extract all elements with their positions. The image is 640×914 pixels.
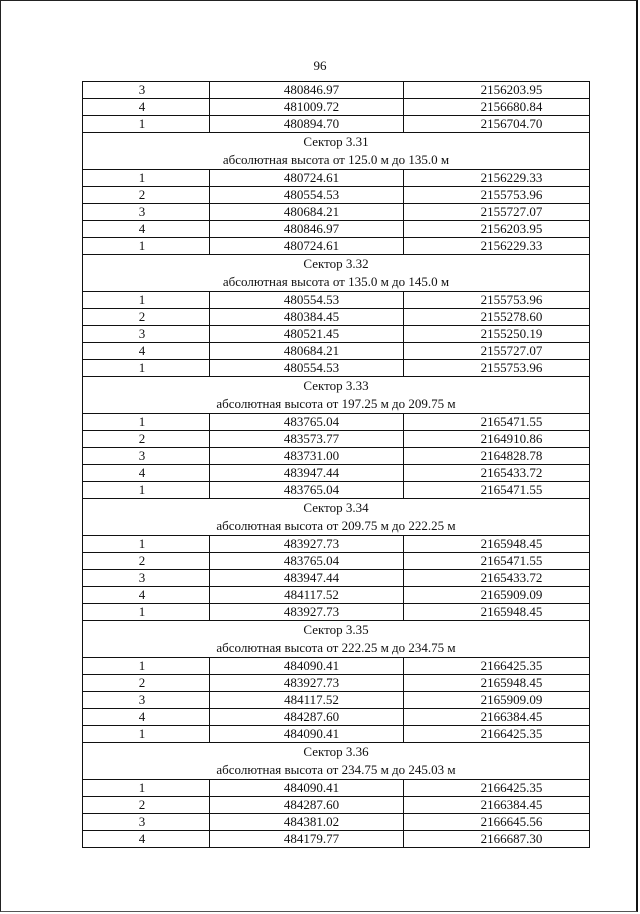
sector-title: Сектор 3.32 [83,255,590,274]
y-coordinate-cell: 2156203.95 [404,82,590,99]
sector-altitude-row [83,395,590,414]
x-coordinate-cell: 480554.53 [210,292,404,309]
y-coordinate-cell: 2166425.35 [404,726,590,743]
x-coordinate-cell: 481009.72 [210,99,404,116]
table-row [83,814,590,831]
x-coordinate-cell: 484117.52 [210,692,404,709]
x-coordinate-cell: 483765.04 [210,553,404,570]
point-number-cell: 4 [83,831,210,848]
sector-header-row [83,621,590,640]
y-coordinate-cell: 2165948.45 [404,604,590,621]
x-coordinate-cell: 483731.00 [210,448,404,465]
x-coordinate-cell: 484090.41 [210,726,404,743]
coordinates-table-body [83,82,590,848]
point-number-cell: 3 [83,204,210,221]
point-number-cell: 3 [83,448,210,465]
y-coordinate-cell: 2165471.55 [404,482,590,499]
point-number-cell: 1 [83,658,210,675]
y-coordinate-cell: 2166384.45 [404,797,590,814]
y-coordinate-cell: 2155753.96 [404,187,590,204]
x-coordinate-cell: 480521.45 [210,326,404,343]
y-coordinate-cell: 2166645.56 [404,814,590,831]
table-row [83,604,590,621]
point-number-cell: 2 [83,553,210,570]
point-number-cell: 4 [83,99,210,116]
y-coordinate-cell: 2156229.33 [404,238,590,255]
y-coordinate-cell: 2156704.70 [404,116,590,133]
sector-altitude-row [83,151,590,170]
sector-title: Сектор 3.31 [83,133,590,152]
sector-altitude: абсолютная высота от 197.25 м до 209.75 м [83,395,590,414]
table-row [83,204,590,221]
point-number-cell: 1 [83,292,210,309]
table-row [83,553,590,570]
x-coordinate-cell: 480724.61 [210,238,404,255]
table-row [83,82,590,99]
point-number-cell: 2 [83,187,210,204]
point-number-cell: 1 [83,170,210,187]
point-number-cell: 3 [83,326,210,343]
point-number-cell: 4 [83,221,210,238]
y-coordinate-cell: 2155727.07 [404,343,590,360]
sector-altitude: абсолютная высота от 209.75 м до 222.25 м [83,517,590,536]
x-coordinate-cell: 480684.21 [210,343,404,360]
table-row [83,309,590,326]
x-coordinate-cell: 483927.73 [210,536,404,553]
sector-title: Сектор 3.34 [83,499,590,518]
x-coordinate-cell: 484179.77 [210,831,404,848]
table-row [83,536,590,553]
point-number-cell: 3 [83,570,210,587]
y-coordinate-cell: 2165948.45 [404,536,590,553]
x-coordinate-cell: 483947.44 [210,465,404,482]
sector-title: Сектор 3.35 [83,621,590,640]
y-coordinate-cell: 2165471.55 [404,414,590,431]
x-coordinate-cell: 484381.02 [210,814,404,831]
table-row [83,570,590,587]
sector-altitude-row [83,761,590,780]
sector-header-row [83,133,590,152]
y-coordinate-cell: 2156680.84 [404,99,590,116]
y-coordinate-cell: 2165909.09 [404,587,590,604]
point-number-cell: 1 [83,116,210,133]
sector-altitude-row [83,273,590,292]
y-coordinate-cell: 2165948.45 [404,675,590,692]
page-number: 96 [313,58,327,73]
table-row [83,692,590,709]
y-coordinate-cell: 2156229.33 [404,170,590,187]
y-coordinate-cell: 2155753.96 [404,360,590,377]
x-coordinate-cell: 483927.73 [210,675,404,692]
point-number-cell: 1 [83,360,210,377]
table-row [83,482,590,499]
point-number-cell: 1 [83,238,210,255]
sector-header-row [83,743,590,762]
point-number-cell: 2 [83,431,210,448]
table-row [83,360,590,377]
x-coordinate-cell: 480384.45 [210,309,404,326]
y-coordinate-cell: 2155753.96 [404,292,590,309]
sector-altitude: абсолютная высота от 135.0 м до 145.0 м [83,273,590,292]
sector-title: Сектор 3.33 [83,377,590,396]
y-coordinate-cell: 2166687.30 [404,831,590,848]
x-coordinate-cell: 480846.97 [210,221,404,238]
point-number-cell: 1 [83,536,210,553]
x-coordinate-cell: 480894.70 [210,116,404,133]
table-row [83,675,590,692]
sector-altitude-row [83,517,590,536]
table-row [83,587,590,604]
table-row [83,797,590,814]
y-coordinate-cell: 2166425.35 [404,658,590,675]
table-row [83,709,590,726]
point-number-cell: 2 [83,675,210,692]
y-coordinate-cell: 2155278.60 [404,309,590,326]
point-number-cell: 4 [83,465,210,482]
table-row [83,658,590,675]
x-coordinate-cell: 480684.21 [210,204,404,221]
coordinates-table [82,81,590,848]
table-row [83,116,590,133]
table-row [83,99,590,116]
table-row [83,187,590,204]
y-coordinate-cell: 2165909.09 [404,692,590,709]
sector-altitude-row [83,639,590,658]
y-coordinate-cell: 2155250.19 [404,326,590,343]
y-coordinate-cell: 2165433.72 [404,570,590,587]
x-coordinate-cell: 483765.04 [210,414,404,431]
point-number-cell: 1 [83,482,210,499]
point-number-cell: 1 [83,780,210,797]
x-coordinate-cell: 480846.97 [210,82,404,99]
x-coordinate-cell: 480554.53 [210,187,404,204]
table-row [83,831,590,848]
table-row [83,431,590,448]
point-number-cell: 3 [83,82,210,99]
point-number-cell: 4 [83,343,210,360]
x-coordinate-cell: 484090.41 [210,780,404,797]
x-coordinate-cell: 480554.53 [210,360,404,377]
x-coordinate-cell: 484117.52 [210,587,404,604]
sector-header-row [83,255,590,274]
table-row [83,292,590,309]
point-number-cell: 4 [83,587,210,604]
sector-header-row [83,499,590,518]
table-row [83,726,590,743]
x-coordinate-cell: 483927.73 [210,604,404,621]
x-coordinate-cell: 484287.60 [210,709,404,726]
y-coordinate-cell: 2164910.86 [404,431,590,448]
point-number-cell: 4 [83,709,210,726]
point-number-cell: 2 [83,309,210,326]
point-number-cell: 3 [83,814,210,831]
table-row [83,448,590,465]
y-coordinate-cell: 2164828.78 [404,448,590,465]
x-coordinate-cell: 484287.60 [210,797,404,814]
x-coordinate-cell: 483947.44 [210,570,404,587]
table-row [83,343,590,360]
x-coordinate-cell: 483765.04 [210,482,404,499]
table-row [83,414,590,431]
sector-altitude: абсолютная высота от 222.25 м до 234.75 м [83,639,590,658]
y-coordinate-cell: 2155727.07 [404,204,590,221]
point-number-cell: 1 [83,604,210,621]
sector-title: Сектор 3.36 [83,743,590,762]
sector-altitude: абсолютная высота от 125.0 м до 135.0 м [83,151,590,170]
x-coordinate-cell: 483573.77 [210,431,404,448]
x-coordinate-cell: 480724.61 [210,170,404,187]
y-coordinate-cell: 2165471.55 [404,553,590,570]
sector-altitude: абсолютная высота от 234.75 м до 245.03 м [83,761,590,780]
sector-header-row [83,377,590,396]
table-row [83,780,590,797]
table-row [83,465,590,482]
point-number-cell: 1 [83,414,210,431]
table-row [83,170,590,187]
y-coordinate-cell: 2165433.72 [404,465,590,482]
y-coordinate-cell: 2156203.95 [404,221,590,238]
point-number-cell: 2 [83,797,210,814]
x-coordinate-cell: 484090.41 [210,658,404,675]
y-coordinate-cell: 2166384.45 [404,709,590,726]
table-row [83,238,590,255]
table-row [83,221,590,238]
y-coordinate-cell: 2166425.35 [404,780,590,797]
point-number-cell: 3 [83,692,210,709]
point-number-cell: 1 [83,726,210,743]
table-row [83,326,590,343]
